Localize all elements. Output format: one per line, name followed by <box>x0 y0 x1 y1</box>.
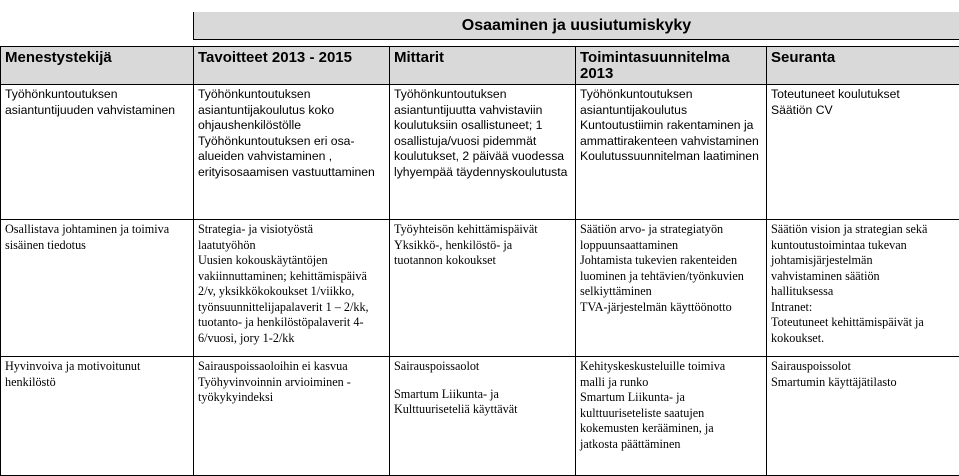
document-title: Osaaminen ja uusiutumiskyky <box>193 12 959 40</box>
cell-followup: Säätiön vision ja strategian sekä kuntoutustoimintaa tukevan johtamisjärjestelmän vahvistaminen säätiön hallituksessa Intranet: Toteutuneet kehittämispäivät ja kokoukset. <box>767 220 959 357</box>
cell-goals: Strategia- ja visiotyöstä laatutyöhön Uusien kokouskäytäntöjen vakiinnuttaminen; kehittämispäivä 2/v, yksikkökokoukset 1/viikko, työnsuunnittelijapalaverit 1 – 2/kk, tuotanto- ja henkilöstöpalaverit 4- 6/vuosi, jory 1-2/kk <box>194 220 390 357</box>
cell-action-plan: Kehityskeskusteluille toimiva malli ja runko Smartum Liikunta- ja kulttuuriseteliste saatujen kokemusten kerääminen, ja jatkosta päättäminen <box>576 357 767 476</box>
cell-goals: Työhönkuntoutuksen asiantuntijakoulutus koko ohjaushenkilöstölle Työhönkuntoutuksen eri osa- alueiden vahvistaminen , erityisosaamisen vastuuttaminen <box>194 85 390 220</box>
objectives-table <box>0 46 959 476</box>
table-row <box>1 85 959 220</box>
header-followup: Seuranta <box>767 47 959 85</box>
cell-action-plan: Säätiön arvo- ja strategiatyön loppuunsaattaminen Johtamista tukevien rakenteiden luominen ja tehtävien/työnkuvien selkiyttäminen TVA-järjestelmän käyttöönotto <box>576 220 767 357</box>
cell-success-factor: Hyvinvoiva ja motivoitunut henkilöstö <box>1 357 194 476</box>
table-row <box>1 220 959 357</box>
table-row <box>1 357 959 476</box>
cell-success-factor: Osallistava johtaminen ja toimiva sisäinen tiedotus <box>1 220 194 357</box>
header-goals: Tavoitteet 2013 - 2015 <box>194 47 390 85</box>
cell-followup: Toteutuneet koulutukset Säätiön CV <box>767 85 959 220</box>
cell-followup: Sairauspoissolot Smartumin käyttäjätilasto <box>767 357 959 476</box>
cell-goals: Sairauspoissaoloihin ei kasvua Työhyvinvoinnin arvioiminen - työkykyindeksi <box>194 357 390 476</box>
cell-success-factor: Työhönkuntoutuksen asiantuntijuuden vahvistaminen <box>1 85 194 220</box>
header-metrics: Mittarit <box>390 47 576 85</box>
cell-metrics: Työyhteisön kehittämispäivät Yksikkö-, henkilöstö- ja tuotannon kokoukset <box>390 220 576 357</box>
table-header-row <box>1 47 959 85</box>
cell-action-plan: Työhönkuntoutuksen asiantuntijakoulutus Kuntoutustiimin rakentaminen ja ammattirakenteen vahvistaminen Koulutussuunnitelman laatiminen <box>576 85 767 220</box>
header-success-factor: Menestystekijä <box>1 47 194 85</box>
cell-metrics: Työhönkuntoutuksen asiantuntijuutta vahvistaviin koulutuksiin osallistuneet; 1 osallistuja/vuosi pidemmät koulutukset, 2 päivää vuodessa lyhyempää täydennyskoulutusta <box>390 85 576 220</box>
header-action-plan: Toimintasuunnitelma 2013 <box>576 47 767 85</box>
cell-metrics: Sairauspoissaolot Smartum Liikunta- ja Kulttuuriseteliä käyttävät <box>390 357 576 476</box>
